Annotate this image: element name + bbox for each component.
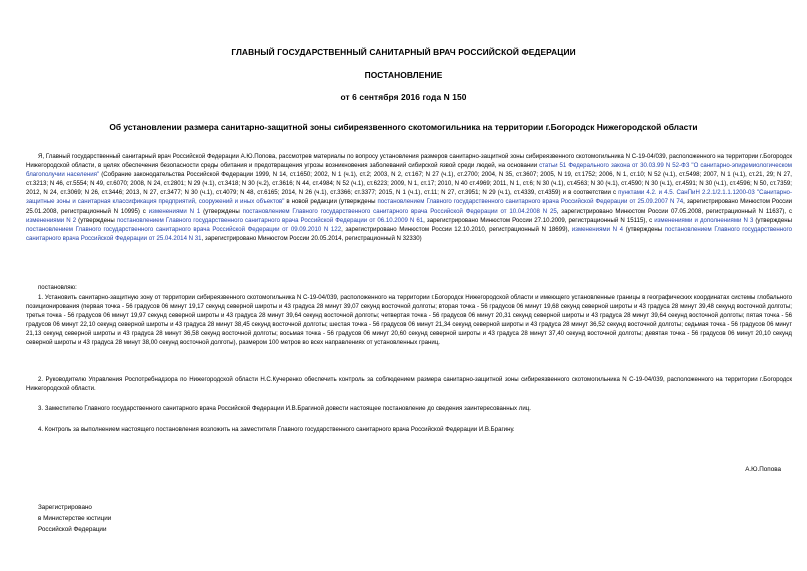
resolve-word <box>26 283 792 292</box>
preamble-text: (утверждены <box>200 207 243 215</box>
preamble-text: , зарегистрировано Минюстом России 25.01.2008, регистрационный N 10995) с <box>26 198 792 215</box>
resolution-25-link[interactable]: постановлением Главного государственного санитарного врача Российской Федерации от 10.04.2008 N 25 <box>242 207 557 215</box>
registration-line: в Министерстве юстиции <box>38 515 112 522</box>
sanpin-link[interactable]: пунктами 4.2. и 4.5. СанПиН 2.2.1/2.1.1.1200-03 "Санитарно-защитные зоны и санитарная классификация предприятий, сооружений и иных объектов" <box>26 189 792 206</box>
preamble-text: , зарегистрировано Минюстом России 20.05.2014, регистрационный N 32330) <box>201 234 422 242</box>
preamble-text: (утверждены <box>76 216 117 224</box>
preamble-text: , зарегистрировано Минюстом России 12.10.2010, регистрационный N 18699), <box>341 225 572 233</box>
registration-note <box>38 502 111 535</box>
signature-name: А.Ю.Попова <box>745 466 781 473</box>
clause-3 <box>26 404 792 413</box>
clause-2 <box>26 375 792 393</box>
preamble-text: Я, Главный государственный санитарный врач Российской Федерации А.Ю.Попова, рассмотрев материалы по вопросу установления размеров санитарно-защитной зоны сибиреязвенного скотомогильника N С-19-04/039, расположенного на территории г.Богородск Нижегородской области, в целях обеспечения безопасности среды обитания и предотвращения угрозы возникновения заболеваний сибирской язвой среди людей, на основании <box>26 153 792 170</box>
federal-law-link[interactable]: статьи 51 Федерального закона от 30.03.99 N 52-ФЗ "О санитарно-эпидемиологическом благополучии населения" <box>26 162 792 179</box>
document-date-number: от 6 сентября 2016 года N 150 <box>340 92 467 102</box>
preamble-text: , зарегистрировано Минюстом России 27.10.2009, регистрационный N 15115), с <box>423 216 655 224</box>
amendments-4-link[interactable]: изменениями N 4 <box>571 225 623 233</box>
preamble-text: , зарегистрировано Минюстом России 07.05.2008, регистрационный N 11637), с <box>556 207 792 215</box>
issuing-authority: ГЛАВНЫЙ ГОСУДАРСТВЕННЫЙ САНИТАРНЫЙ ВРАЧ РОССИЙСКОЙ ФЕДЕРАЦИИ <box>231 47 576 57</box>
amendments-1-link[interactable]: изменениями N 1 <box>148 207 201 215</box>
registration-line: Российской Федерации <box>38 526 107 533</box>
preamble-block <box>26 152 792 243</box>
preamble-text: (Собрание законодательства Российской Федерации 1999, N 14, ст.1650; 2002, N 1 (ч.1), ст.2; 2003, N 2, ст.167; N 27 (ч.1), ст.2700; 2004, N 35, ст.3607; 2005, N 19, ст.1752; 2006, N 1, ст.10; N 52 (ч.1), ст.5498; 2007, N 1 (ч.1), ст.21, 29; N 27, ст.3213; N 46, ст.5554; N 49, ст.6070; 2008, N 24, ст.2801; N 29 (ч.1), ст.3418; N 30 (ч.2), ст.3616; N 44, ст.4984; N 52 (ч.1), ст.6223; 2009, N 1, ст.17; 2010, N 40 ст.4969; 2011, N 1, ст.6; N 30 (ч.1), ст.4563; N 30 (ч.1), ст.4590; N 30 (ч.1), ст.4591; N 30 (ч.1), ст.4596; N 50, ст.7359; 2012, N 24, ст.3069; N 26, ст.3446; 2013, N 27, ст.3477; N 30 (ч.1), ст.4079; N 48, ст.6165; 2014, N 26 (ч.1), ст.3366; ст.3377; 2015, N 1 (ч.1), ст.11; N 27, ст.3951; N 29 (ч.1), ст.4339, ст.4359) и в соответствии с <box>26 171 792 197</box>
resolution-61-link[interactable]: постановлением Главного государственного санитарного врача Российской Федерации от 06.10.2009 N 61 <box>116 216 424 224</box>
preamble-text: в новой редакции (утверждены <box>284 198 378 206</box>
clause-text: 1. Установить санитарно-защитную зону от территории сибиреязвенного скотомогильника N С-19-04/039, расположенного на территории г.Богородск Нижегородской области и имеющего установленные границы в географических координатах системы глобального позиционирования (первая точка - 56 градусов 06 минут 19,17 секунд северной широты и 43 градуса 28 минут 39,07 секунд восточной долготы; вторая точка - 56 градусов 06 минут 19,68 секунд северной широты и 43 градуса 28 минут 39,48 секунд восточной долготы; третья точка - 56 градусов 06 минут 19,97 секунд северной широты и 43 градуса 28 минут 39,64 секунд восточной долготы; четвертая точка - 56 градусов 06 минут 20,31 секунд северной широты и 43 градуса 28 минут 39,64 секунд восточной долготы; пятая точка - 56 градусов 06 минут 22,10 секунд северной широты и 43 градуса 28 минут 38,45 секунд восточной долготы; шестая точка - 56 градусов 06 минут 21,34 секунд северной широты и 43 градуса 28 минут 36,52 секунд восточной долготы; седьмая точка - 56 градусов 06 минут 21,13 секунд северной широты и 43 градуса 28 минут 36,58 секунд восточной долготы; восьмая точка - 56 градусов 06 минут 20,60 секунд северной широты и 43 градуса 28 минут 37,40 секунд восточной долготы; девятая точка - 56 градусов 06 минут 20,10 секунд северной широты и 43 градуса 28 минут 38,00 секунд восточной долготы), размером 100 метров во всех направлениях от установленных границ. <box>26 294 792 347</box>
amendments-2-link[interactable]: изменениями N 2 <box>26 216 77 224</box>
preamble-paragraph <box>26 152 792 243</box>
amendments-3-link[interactable]: изменениями и дополнениями N 3 <box>654 216 754 224</box>
clause-text: 3. Заместителю Главного государственного санитарного врача Российской Федерации И.В.Брагиной довести настоящее постановление до сведения заинтересованных лиц. <box>38 405 531 412</box>
resolution-31-link[interactable]: постановлением Главного государственного санитарного врача Российской Федерации от 25.04.2014 N 31 <box>26 225 792 242</box>
clause-text: 2. Руководителю Управления Роспотребнадзора по Нижегородской области Н.С.Кучеренко обеспечить контроль за соблюдением размера санитарно-защитной зоны сибиреязвенного скотомогильника N С-19-04/039, расположенного на территории г.Богородск Нижегородской области. <box>26 376 792 393</box>
registration-line: Зарегистрировано <box>38 504 92 511</box>
preamble-text: (утверждены <box>753 216 792 224</box>
resolution-74-link[interactable]: постановлением Главного государственного санитарного врача Российской Федерации от 25.09.2007 N 74 <box>377 198 684 206</box>
clause-1 <box>26 293 792 348</box>
clause-text: 4. Контроль за выполнением настоящего постановления возложить на заместителя Главного государственного санитарного врача Российской Федерации И.В.Брагину. <box>38 426 515 433</box>
resolve-paragraph: постановляю: <box>38 284 77 291</box>
preamble-text: (утверждены <box>622 225 665 233</box>
clause-4 <box>26 425 792 434</box>
resolution-122-link[interactable]: постановлением Главного государственного санитарного врача Российской Федерации от 09.09.2010 N 122 <box>26 225 342 233</box>
document-type: ПОСТАНОВЛЕНИЕ <box>364 70 443 80</box>
document-title: Об установлении размера санитарно-защитной зоны сибиреязвенного скотомогильника на территории г.Богородск Нижегородской области <box>109 122 698 132</box>
